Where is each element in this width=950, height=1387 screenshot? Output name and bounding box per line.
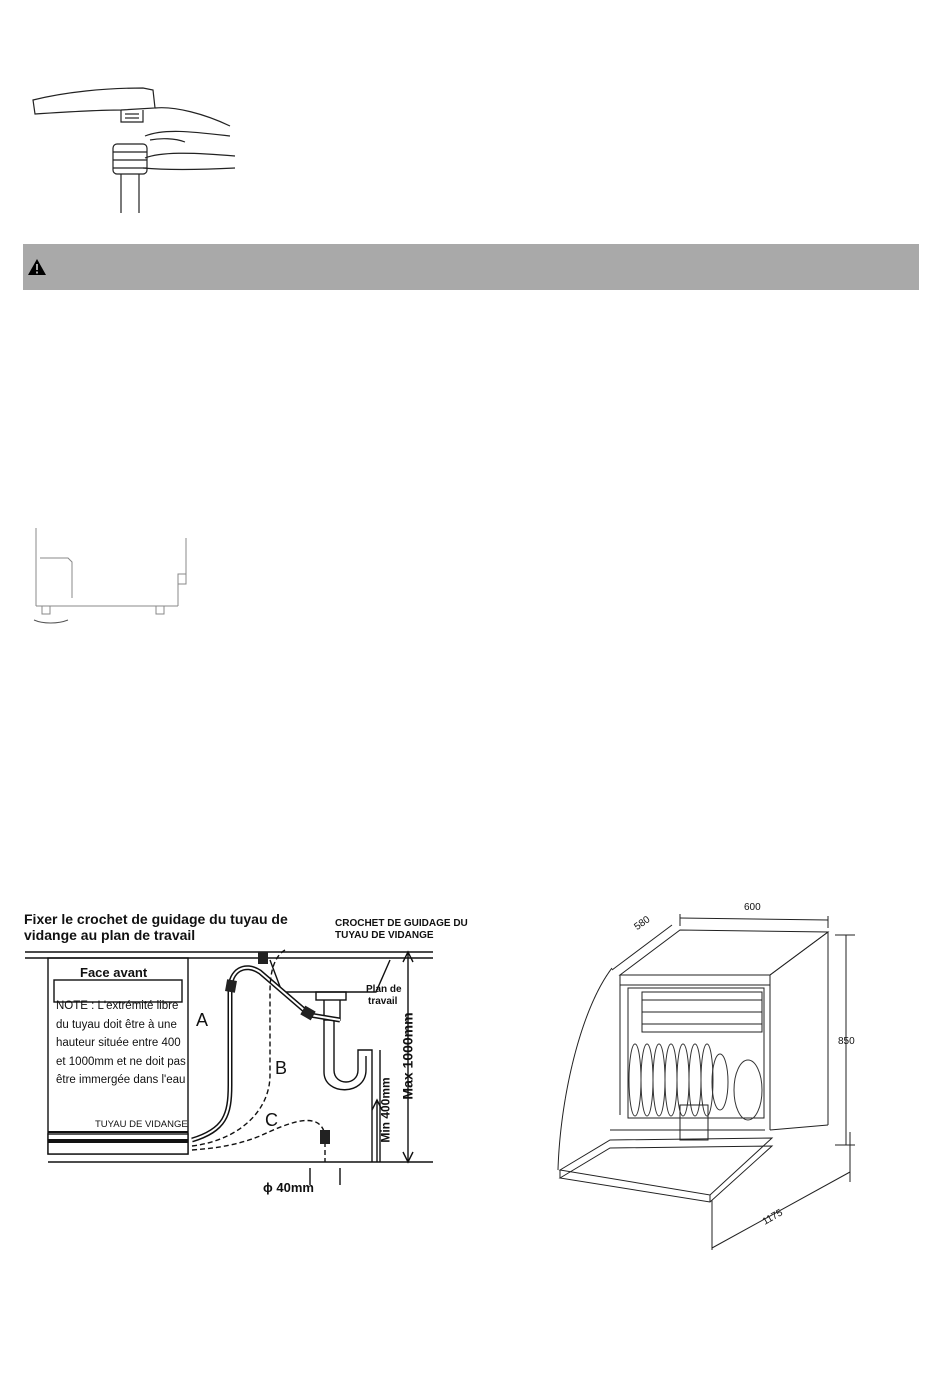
open-depth-dimension: 1175	[760, 1207, 785, 1228]
height-dimension: 850	[838, 1036, 855, 1047]
leveling-feet-illustration	[28, 528, 190, 630]
worktop-label-line1: Plan de	[366, 984, 402, 995]
diameter-label: ϕ 40mm	[263, 1180, 314, 1195]
drain-title-line1: Fixer le crochet de guidage du tuyau de	[24, 911, 288, 927]
note-line: NOTE : L'extrémité libre	[56, 1000, 179, 1012]
warning-banner	[23, 244, 919, 290]
note-line: être immergée dans l'eau	[56, 1074, 186, 1086]
width-dimension: 600	[744, 902, 761, 913]
note-line: hauteur située entre 400	[56, 1037, 181, 1049]
min-height-label: Min 400mm	[378, 1077, 393, 1143]
note-text	[56, 997, 186, 1090]
max-height-label: Max 1000mm	[399, 1012, 416, 1100]
hose-a-letter: A	[196, 1010, 209, 1030]
worktop-label-line2: travail	[368, 996, 398, 1007]
hook-label-line1: CROCHET DE GUIDAGE DU	[335, 918, 468, 929]
hose-label: TUYAU DE VIDANGE	[95, 1119, 188, 1130]
note-line: et 1000mm et ne doit pas	[56, 1055, 186, 1068]
faucet-hose-illustration	[25, 78, 240, 218]
warning-triangle-icon	[27, 258, 47, 276]
hook-label-line2: TUYAU DE VIDANGE	[335, 930, 434, 941]
front-label: Face avant	[80, 965, 148, 980]
note-line: du tuyau doit être à une	[56, 1018, 177, 1031]
drain-title-line2: vidange au plan de travail	[24, 927, 196, 943]
hose-b-letter: B	[275, 1058, 288, 1078]
dishwasher-drawing	[550, 900, 870, 1260]
hose-c-letter: C	[265, 1110, 278, 1130]
depth-dimension: 580	[632, 914, 653, 933]
